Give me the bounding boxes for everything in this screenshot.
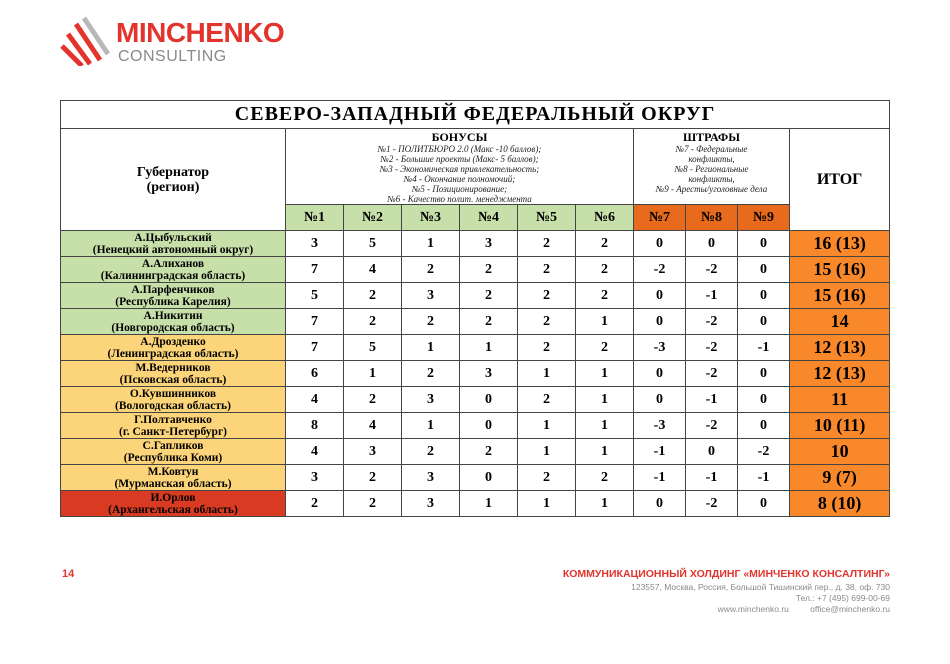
score-cell: 1 (402, 335, 460, 361)
column-header-3: №3 (402, 205, 460, 231)
governor-cell (61, 465, 286, 491)
score-cell: 2 (460, 439, 518, 465)
score-cell: -1 (738, 465, 790, 491)
governor-name: И.Орлов (150, 491, 196, 504)
score-cell: 1 (576, 413, 634, 439)
governor-region: (Ненецкий автономный округ) (92, 243, 254, 256)
score-cell: 0 (738, 413, 790, 439)
score-cell: -2 (634, 257, 686, 283)
score-cell: -1 (738, 335, 790, 361)
governor-name: С.Гапликов (142, 439, 204, 452)
score-cell: -1 (686, 283, 738, 309)
score-cell: -3 (634, 335, 686, 361)
total-cell: 10 (11) (790, 413, 890, 439)
score-cell: 2 (576, 465, 634, 491)
score-cell: 0 (460, 465, 518, 491)
score-cell: 0 (634, 387, 686, 413)
score-cell: 2 (576, 335, 634, 361)
page-number: 14 (62, 568, 75, 580)
column-header-5: №5 (518, 205, 576, 231)
total-cell: 14 (790, 309, 890, 335)
column-header-4: №4 (460, 205, 518, 231)
bonus-title: БОНУСЫ (431, 130, 488, 144)
score-cell: 3 (286, 465, 344, 491)
score-cell: 0 (738, 387, 790, 413)
score-cell: 0 (738, 309, 790, 335)
score-cell: 3 (460, 231, 518, 257)
score-cell: 2 (460, 283, 518, 309)
score-cell: 1 (576, 361, 634, 387)
governor-region: (Псковская область) (119, 373, 227, 386)
score-cell: 2 (518, 335, 576, 361)
score-cell: 1 (460, 335, 518, 361)
governor-cell (61, 309, 286, 335)
total-header: ИТОГ (790, 129, 890, 231)
column-header-2: №2 (344, 205, 402, 231)
score-cell: 2 (402, 309, 460, 335)
governor-region: (Республика Коми) (123, 451, 223, 464)
score-cell: 2 (286, 491, 344, 517)
score-cell: 5 (344, 335, 402, 361)
score-cell: -2 (686, 491, 738, 517)
table-title: СЕВЕРО-ЗАПАДНЫЙ ФЕДЕРАЛЬНЫЙ ОКРУГ (61, 101, 890, 129)
score-cell: -3 (634, 413, 686, 439)
score-cell: -2 (686, 335, 738, 361)
column-header-1: №1 (286, 205, 344, 231)
governor-region: (Новгородская область) (111, 321, 235, 334)
score-cell: 0 (460, 387, 518, 413)
score-cell: 7 (286, 335, 344, 361)
score-cell: 8 (286, 413, 344, 439)
score-cell: 4 (286, 439, 344, 465)
score-cell: 0 (634, 491, 686, 517)
score-cell: 2 (518, 257, 576, 283)
score-cell: 1 (518, 491, 576, 517)
score-cell: 0 (738, 361, 790, 387)
score-cell: 3 (402, 387, 460, 413)
score-cell: 1 (576, 439, 634, 465)
footer-phone: Тел.: +7 (495) 699-00-69 (795, 593, 890, 603)
governor-cell (61, 257, 286, 283)
score-cell: 1 (518, 439, 576, 465)
score-cell: 0 (634, 309, 686, 335)
footer-address: 123557, Москва, Россия, Большой Тишинский пер., д. 38, оф. 730 (631, 582, 890, 592)
score-cell: 2 (344, 491, 402, 517)
score-cell: -1 (686, 465, 738, 491)
logo-subtitle: CONSULTING (118, 48, 227, 65)
footer-email: office@minchenko.ru (810, 604, 890, 614)
score-cell: 1 (402, 231, 460, 257)
score-cell: 1 (402, 413, 460, 439)
column-header-7: №7 (634, 205, 686, 231)
footer-contacts (631, 582, 890, 615)
penalty-header: ШТРАФЫ №7 - Федеральные конфликты, №8 - Региональные конфликты, №9 - Аресты/уголовные дела (634, 129, 790, 205)
score-cell: 0 (738, 257, 790, 283)
score-cell: 2 (460, 257, 518, 283)
governor-cell (61, 491, 286, 517)
footer-site: www.minchenko.ru (717, 604, 789, 614)
footer-org-name: КОММУНИКАЦИОННЫЙ ХОЛДИНГ «МИНЧЕНКО КОНСАЛТИНГ» (562, 568, 890, 580)
governor-rating-table (60, 100, 890, 517)
score-cell: 0 (634, 361, 686, 387)
score-cell: 2 (344, 283, 402, 309)
score-cell: 2 (518, 231, 576, 257)
table-row (61, 231, 890, 257)
score-cell: -2 (686, 309, 738, 335)
score-cell: 0 (686, 439, 738, 465)
column-header-8: №8 (686, 205, 738, 231)
score-cell: -2 (686, 413, 738, 439)
bonus-header: БОНУСЫ №1 - ПОЛИТБЮРО 2.0 (Макс -10 баллов); №2 - Большие проекты (Макс- 5 баллов); №3 - Экономическая привлекательность; №4 - Окончание полномочий; №5 - Позиционирование; №6 - Качество полит. менеджмента (286, 129, 634, 205)
score-cell: -2 (686, 257, 738, 283)
score-cell: 2 (518, 465, 576, 491)
score-cell: 2 (518, 387, 576, 413)
total-cell: 15 (16) (790, 257, 890, 283)
total-cell: 12 (13) (790, 335, 890, 361)
governor-name: А.Цыбульский (134, 231, 212, 244)
score-cell: 2 (576, 283, 634, 309)
total-cell: 11 (790, 387, 890, 413)
governor-cell (61, 335, 286, 361)
score-cell: 0 (634, 283, 686, 309)
score-cell: 0 (738, 283, 790, 309)
score-cell: 0 (634, 231, 686, 257)
governor-cell (61, 387, 286, 413)
governor-name: М.Ведерников (135, 361, 211, 374)
score-cell: 2 (576, 231, 634, 257)
score-cell: 1 (576, 309, 634, 335)
score-cell: 7 (286, 257, 344, 283)
governor-name: А.Никитин (143, 309, 203, 322)
governor-region: (Архангельская область) (108, 503, 238, 516)
score-cell: 6 (286, 361, 344, 387)
governor-cell (61, 283, 286, 309)
total-cell: 9 (7) (790, 465, 890, 491)
score-cell: 3 (460, 361, 518, 387)
score-cell: -1 (634, 465, 686, 491)
governor-region: (Вологодская область) (115, 399, 231, 412)
logo-title: MINCHENKO (116, 17, 285, 48)
governor-name: О.Кувшинников (129, 387, 217, 400)
score-cell: 2 (518, 309, 576, 335)
score-cell: 1 (576, 387, 634, 413)
score-cell: 3 (344, 439, 402, 465)
total-cell: 12 (13) (790, 361, 890, 387)
score-cell: 2 (402, 361, 460, 387)
score-cell: 2 (460, 309, 518, 335)
score-cell: 2 (344, 465, 402, 491)
table-row (61, 491, 890, 517)
table-row (61, 309, 890, 335)
score-cell: 3 (402, 283, 460, 309)
score-cell: 4 (344, 413, 402, 439)
table-row (61, 465, 890, 491)
governor-name: А.Парфенчиков (131, 283, 215, 296)
governor-name: М.Ковтун (147, 465, 199, 478)
score-cell: 1 (576, 491, 634, 517)
score-cell: 2 (344, 309, 402, 335)
score-cell: 5 (344, 231, 402, 257)
table-row (61, 361, 890, 387)
table-row (61, 387, 890, 413)
governor-region: (Ленинградская область) (107, 347, 239, 360)
table-row (61, 335, 890, 361)
logo-stripes-icon (60, 16, 110, 66)
score-cell: 0 (738, 491, 790, 517)
table-row (61, 283, 890, 309)
total-cell: 10 (790, 439, 890, 465)
score-cell: 2 (576, 257, 634, 283)
score-cell: 1 (518, 413, 576, 439)
governor-cell (61, 231, 286, 257)
score-cell: -1 (634, 439, 686, 465)
score-cell: 7 (286, 309, 344, 335)
governor-cell (61, 439, 286, 465)
governor-name: А.Дрозденко (140, 335, 206, 348)
governor-name: Г.Полтавченко (134, 413, 212, 426)
score-cell: 2 (402, 257, 460, 283)
score-cell: 1 (460, 491, 518, 517)
score-cell: 4 (286, 387, 344, 413)
table-row (61, 413, 890, 439)
score-cell: 0 (686, 231, 738, 257)
governor-cell (61, 361, 286, 387)
governor-cell (61, 413, 286, 439)
column-header-6: №6 (576, 205, 634, 231)
governor-region: (Калининградская область) (100, 269, 246, 282)
table-row (61, 439, 890, 465)
score-cell: 3 (402, 465, 460, 491)
governor-header: Губернатор (регион) (61, 129, 286, 231)
total-cell: 8 (10) (790, 491, 890, 517)
table-row (61, 257, 890, 283)
score-cell: 2 (344, 387, 402, 413)
footer-web (631, 604, 890, 615)
score-cell: 0 (738, 231, 790, 257)
column-header-9: №9 (738, 205, 790, 231)
score-cell: 5 (286, 283, 344, 309)
score-cell: 1 (518, 361, 576, 387)
score-cell: 4 (344, 257, 402, 283)
governor-region: (г. Санкт-Петербург) (119, 425, 227, 438)
score-cell: -2 (738, 439, 790, 465)
score-cell: -2 (686, 361, 738, 387)
governor-region: (Мурманская область) (114, 477, 232, 490)
score-cell: 1 (344, 361, 402, 387)
total-cell: 16 (13) (790, 231, 890, 257)
governor-name: А.Алиханов (141, 257, 205, 270)
score-cell: 3 (286, 231, 344, 257)
penalty-title: ШТРАФЫ (683, 130, 740, 144)
score-cell: 2 (402, 439, 460, 465)
governor-region: (Республика Карелия) (115, 295, 231, 308)
score-cell: 2 (518, 283, 576, 309)
company-logo (60, 14, 320, 68)
total-cell: 15 (16) (790, 283, 890, 309)
score-cell: -1 (686, 387, 738, 413)
score-cell: 0 (460, 413, 518, 439)
score-cell: 3 (402, 491, 460, 517)
